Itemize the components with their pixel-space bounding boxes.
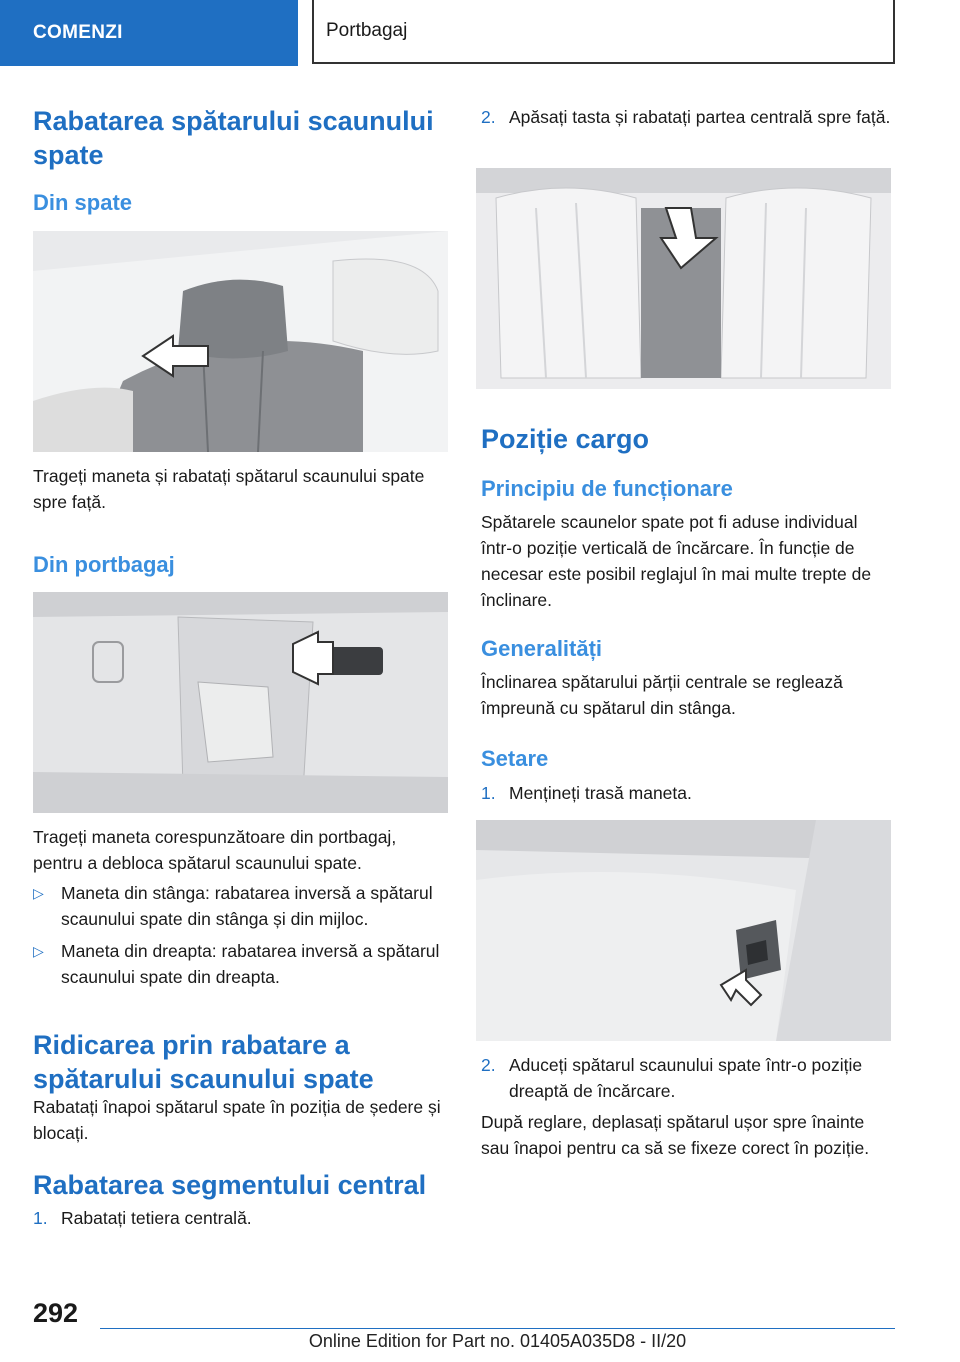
heading-from-trunk: Din portbagaj [33, 552, 175, 577]
list-item [481, 1052, 896, 1104]
section-tab [0, 0, 298, 66]
step-number: 2. [481, 107, 496, 127]
image-trunk-lever [33, 592, 448, 813]
step-fold-headrest: Rabatați tetiera centrală. [61, 1208, 252, 1228]
footer-edition: Online Edition for Part no. 01405A035D8 - II/20 [308, 1331, 687, 1351]
heading-center-segment: Rabatarea segmentului central [33, 1170, 427, 1200]
list-item [33, 880, 448, 932]
step-number: 1. [481, 783, 496, 803]
section-label: COMENZI [33, 22, 123, 43]
heading-setting: Setare [481, 746, 549, 771]
text-principle: Spătarele scaunelor spate pot fi aduse individual într-o poziție verticală de încărcare. În funcție de necesar este posibil reglajul în mai multe trepte de înclinare. [481, 512, 872, 610]
text-raise: Rabatați înapoi spătarul spate în poziția de ședere și blocați. [33, 1097, 441, 1143]
list-item [481, 780, 891, 806]
step-number: 1. [33, 1208, 48, 1228]
bullet-left-lever: Maneta din stânga: rabatarea inversă a spătarul scaunului spate din stânga și din mijloc. [61, 883, 433, 929]
list-item [33, 1205, 448, 1231]
image-rear-seat-lever [33, 231, 448, 452]
heading-principle: Principiu de funcționare [481, 476, 733, 501]
chapter-label: Portbagaj [326, 20, 408, 41]
chapter-tab [312, 0, 895, 64]
page-number: 292 [33, 1298, 79, 1328]
bullet-right-lever: Maneta din dreapta: rabatarea inversă a spătarul scaunului spate din dreapta. [61, 941, 440, 987]
heading-raise-backrest: Ridicarea prin rabatare a spătarului scaunului spate [33, 1030, 374, 1094]
image-center-segment [476, 168, 891, 389]
text-from-rear: Trageți maneta și rabatați spătarul scaunului spate spre față. [33, 466, 425, 512]
heading-general: Generalități [481, 636, 603, 661]
footer-divider [100, 1328, 895, 1329]
step-number: 2. [481, 1055, 496, 1075]
list-item [33, 938, 448, 990]
text-from-trunk: Trageți maneta corespunzătoare din portbagaj, pentru a debloca spătarul scaunului spate. [33, 827, 397, 873]
text-general: Înclinarea spătarului părții centrale se reglează împreună cu spătarul din stânga. [481, 672, 843, 718]
bullet-marker: ▷ [33, 943, 44, 959]
text-after-adjustment: După reglare, deplasați spătarul ușor spre înainte sau înapoi pentru ca să se fixeze corect în poziție. [481, 1112, 870, 1158]
step-upright-position: Aduceți spătarul scaunului spate într-o poziție dreaptă de încărcare. [509, 1055, 863, 1101]
heading-cargo-position: Poziție cargo [481, 424, 650, 454]
bullet-marker: ▷ [33, 885, 44, 901]
image-cargo-lever [476, 820, 891, 1041]
step-hold-lever: Mențineți trasă maneta. [509, 783, 692, 803]
step-press-button: Apăsați tasta și rabatați partea centrală spre față. [509, 107, 891, 127]
heading-from-rear: Din spate [33, 190, 133, 215]
list-item [481, 104, 891, 130]
heading-fold-backrest: Rabatarea spătarului scaunului spate [33, 106, 434, 170]
